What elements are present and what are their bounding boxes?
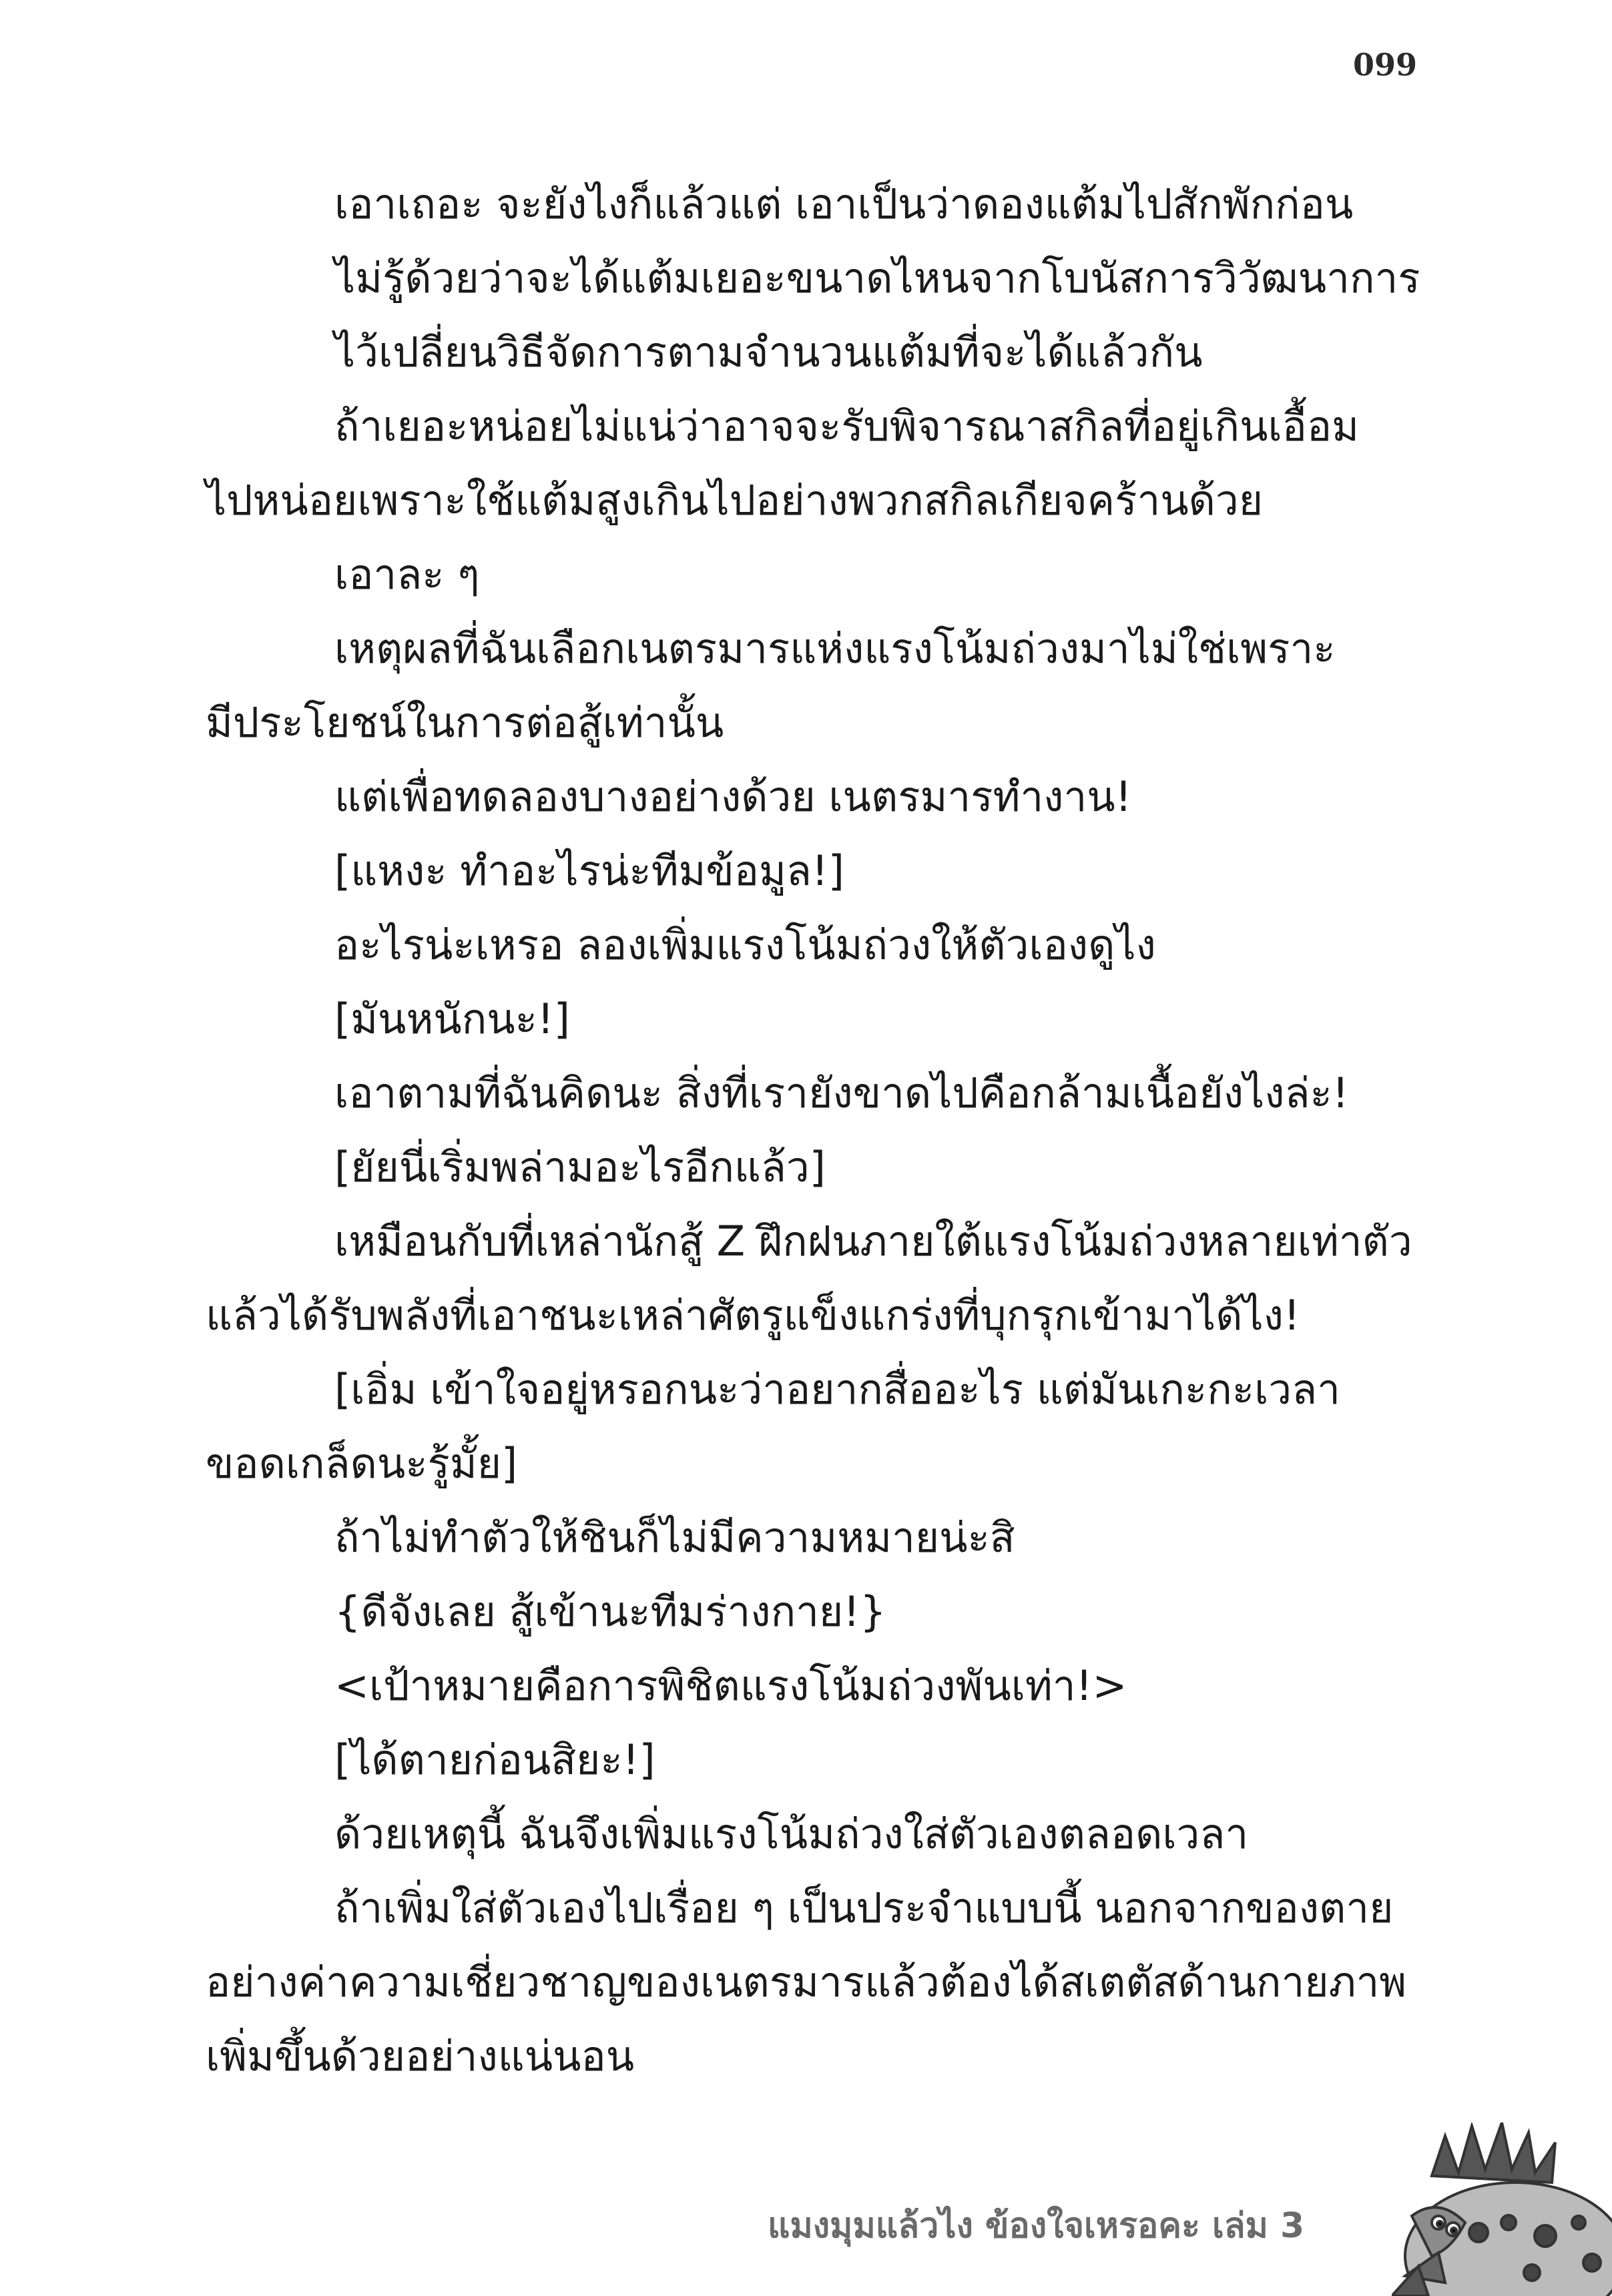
text-line: เหมือนกับที่เหล่านักสู้ Z ฝึกฝนภายใต้แรงโน้มถ่วงหลายเท่าตัว	[334, 1217, 1412, 1265]
text-line: ไม่รู้ด้วยว่าจะได้แต้มเยอะขนาดไหนจากโบนัสการวิวัฒนาการ	[334, 254, 1420, 302]
text-line: <เป้าหมายคือการพิชิตแรงโน้มถ่วงพันเท่า!>	[334, 1661, 1127, 1710]
body-text	[206, 167, 1420, 2093]
text-line: ด้วยเหตุนี้ ฉันจึงเพิ่มแรงโน้มถ่วงใส่ตัวเองตลอดเวลา	[334, 1809, 1249, 1858]
text-line: อย่างค่าความเชี่ยวชาญของเนตรมารแล้วต้องได้สเตตัสด้านกายภาพ	[206, 1958, 1407, 2006]
page-number: 099	[1352, 47, 1417, 83]
text-line: แล้วได้รับพลังที่เอาชนะเหล่าศัตรูแข็งแกร่งที่บุกรุกเข้ามาได้ไง!	[206, 1291, 1300, 1340]
text-line: [ยัยนี่เริ่มพล่ามอะไรอีกแล้ว]	[334, 1143, 826, 1191]
text-line: ขอดเกล็ดนะรู้มั้ย]	[206, 1439, 518, 1488]
text-line: ไว้เปลี่ยนวิธีจัดการตามจำนวนแต้มที่จะได้แล้วกัน	[334, 328, 1203, 376]
spider-mascot-icon	[1392, 2122, 1612, 2296]
text-line: เอาเถอะ จะยังไงก็แล้วแต่ เอาเป็นว่าดองแต้มไปสักพักก่อน	[334, 180, 1354, 228]
text-line: เหตุผลที่ฉันเลือกเนตรมารแห่งแรงโน้มถ่วงมาไม่ใช่เพราะ	[334, 624, 1336, 673]
text-line: มีประโยชน์ในการต่อสู้เท่านั้น	[206, 698, 724, 747]
text-line: ถ้าเพิ่มใส่ตัวเองไปเรื่อย ๆ เป็นประจำแบบนี้ นอกจากของตาย	[334, 1884, 1394, 1932]
text-line: [มันหนักนะ!]	[334, 994, 570, 1043]
text-line: ไปหน่อยเพราะใช้แต้มสูงเกินไปอย่างพวกสกิลเกียจคร้านด้วย	[206, 476, 1264, 525]
text-line: แต่เพื่อทดลองบางอย่างด้วย เนตรมารทำงาน!	[334, 772, 1132, 821]
text-line: อะไรน่ะเหรอ ลองเพิ่มแรงโน้มถ่วงให้ตัวเองดูไง	[334, 920, 1156, 969]
footer-book-title: แมงมุมแล้วไง ข้องใจเหรอคะ เล่ม 3	[768, 2206, 1305, 2246]
text-line: เพิ่มขึ้นด้วยอย่างแน่นอน	[206, 2032, 635, 2080]
text-line: เอาตามที่ฉันคิดนะ สิ่งที่เรายังขาดไปคือกล้ามเนื้อยังไงล่ะ!	[334, 1069, 1349, 1117]
text-line: เอาละ ๆ	[334, 550, 480, 599]
text-line: ถ้าไม่ทำตัวให้ชินก็ไม่มีความหมายน่ะสิ	[334, 1513, 1015, 1562]
text-line: {ดีจังเลย สู้เข้านะทีมร่างกาย!}	[334, 1587, 886, 1636]
text-line: [แหงะ ทำอะไรน่ะทีมข้อมูล!]	[334, 846, 844, 895]
text-line: ถ้าเยอะหน่อยไม่แน่ว่าอาจจะรับพิจารณาสกิลที่อยู่เกินเอื้อม	[334, 402, 1360, 451]
text-line: [ได้ตายก่อนสิยะ!]	[334, 1735, 655, 1784]
text-line: [เอิ่ม เข้าใจอยู่หรอกนะว่าอยากสื่ออะไร แต่มันเกะกะเวลา	[334, 1365, 1340, 1414]
